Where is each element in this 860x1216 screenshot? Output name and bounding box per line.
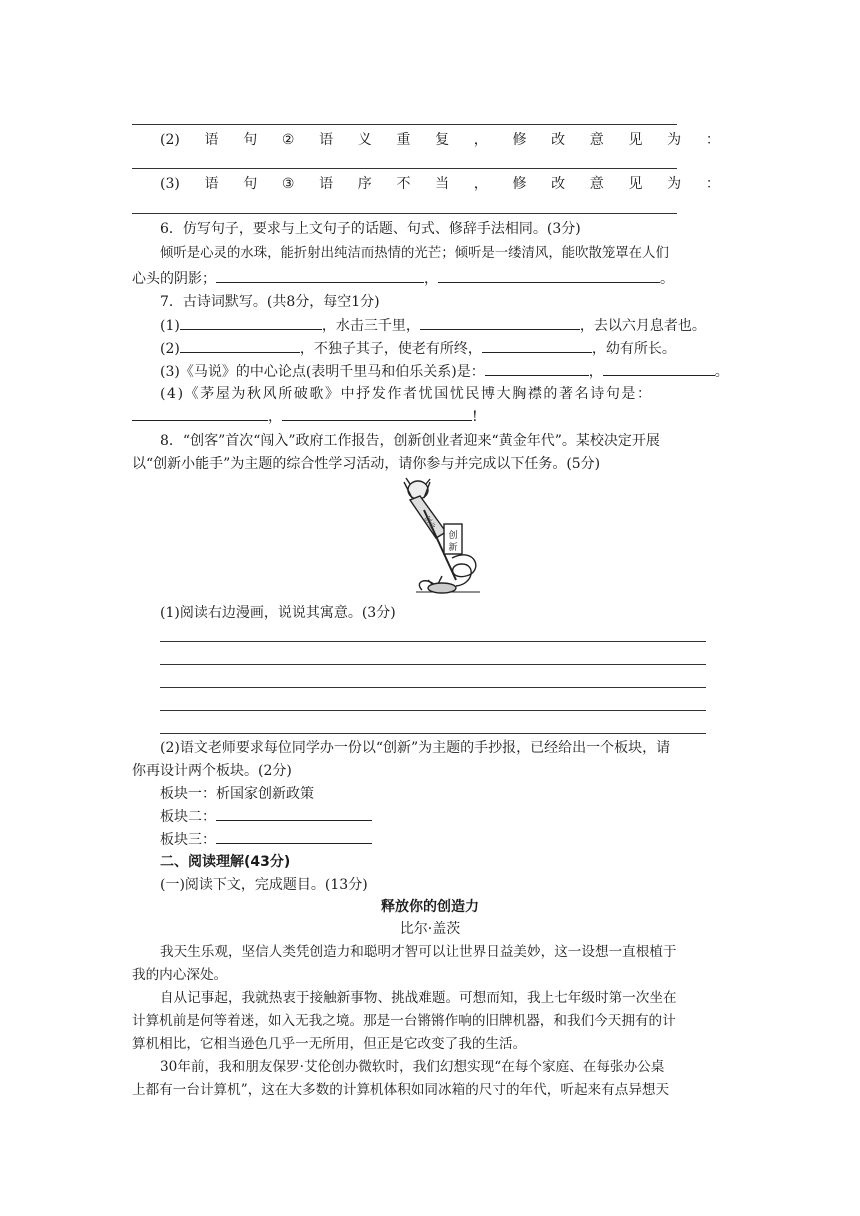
text: ，不独子其子，使老有所终， bbox=[299, 341, 482, 357]
spread-char: 见 bbox=[628, 132, 643, 148]
text: 板块三： bbox=[160, 832, 216, 848]
text: ，去以六月息者也。 bbox=[579, 318, 706, 334]
text: ，幼有所长。 bbox=[591, 341, 676, 357]
cartoon-label: 新 bbox=[448, 543, 458, 553]
part-heading: (一)阅读下文，完成题目。(13分) bbox=[160, 877, 368, 893]
spread-char: ， bbox=[473, 176, 488, 192]
q7-line5 bbox=[132, 406, 732, 427]
spread-char: (2) bbox=[160, 132, 180, 148]
q6-example-cont: 心头的阴影； bbox=[132, 271, 216, 287]
blank[interactable] bbox=[420, 315, 580, 330]
paragraph-line: 算机相比，它相当逊色几乎一无所用，但正是它改变了我的生活。 bbox=[132, 1036, 527, 1052]
q7-line4: (4)《茅屋为秋风所破歌》中抒发作者忧国忧民博大胸襟的著名诗句是： bbox=[160, 386, 653, 402]
blank[interactable] bbox=[216, 268, 424, 283]
spread-char: 为 bbox=[667, 132, 682, 148]
q8-block3 bbox=[160, 829, 760, 850]
spread-char: 语 bbox=[319, 132, 334, 148]
q5-item3 bbox=[160, 174, 720, 194]
text: ! bbox=[472, 409, 478, 425]
spread-char: (3) bbox=[160, 176, 180, 192]
spread-char: 句 bbox=[243, 176, 258, 192]
spread-char: 句 bbox=[243, 132, 258, 148]
paragraph-line: 上都有一台计算机”，这在大多数的计算机体积如同冰箱的尺寸的年代，听起来有点异想天 bbox=[132, 1082, 670, 1098]
text: (3)《马说》的中心论点(表明千里马和伯乐关系)是： bbox=[160, 364, 485, 380]
answer-line bbox=[160, 641, 706, 642]
article-author: 比尔·盖茨 bbox=[399, 921, 461, 937]
text: ， bbox=[588, 364, 603, 380]
cartoon-label: 创业 bbox=[422, 514, 437, 531]
section-heading: 二、阅读理解(43分) bbox=[160, 854, 291, 870]
q7-prompt: 7．古诗词默写。(共8分，每空1分) bbox=[160, 294, 380, 310]
spread-char: ： bbox=[705, 176, 720, 192]
spread-char: 意 bbox=[589, 132, 604, 148]
spread-char: 语 bbox=[319, 176, 334, 192]
blank[interactable] bbox=[482, 338, 592, 353]
spread-char: ， bbox=[473, 132, 488, 148]
q5-item2 bbox=[160, 130, 720, 150]
blank[interactable] bbox=[216, 829, 372, 844]
blank[interactable] bbox=[216, 806, 372, 821]
innovation-cartoon bbox=[396, 476, 488, 596]
q6-example: 倾听是心灵的水珠，能折射出纯洁而热情的光芒；倾听是一缕清风，能吹散笼罩在人们 bbox=[160, 246, 669, 261]
q8-sub2-2: 你再设计两个板块。(2分) bbox=[132, 763, 292, 779]
article-title: 释放你的创造力 bbox=[381, 899, 479, 915]
answer-line bbox=[160, 664, 706, 665]
spread-char: 语 bbox=[204, 132, 219, 148]
spread-char: 重 bbox=[396, 132, 411, 148]
blank[interactable] bbox=[132, 406, 268, 421]
spread-char: 序 bbox=[357, 176, 372, 192]
spread-char: ② bbox=[281, 132, 295, 148]
q7-line1 bbox=[160, 315, 760, 336]
spread-char: 见 bbox=[628, 176, 643, 192]
q6-answer-line bbox=[132, 268, 732, 289]
blank[interactable] bbox=[180, 338, 300, 353]
item-num: (1) bbox=[160, 318, 180, 334]
paragraph-line: 我的内心深处。 bbox=[132, 967, 228, 983]
paragraph-line: 30年前，我和朋友保罗·艾伦创办微软时，我们幻想实现“在每个家庭、在每张办公桌 bbox=[160, 1059, 665, 1075]
text: ， bbox=[268, 409, 282, 425]
q7-line3 bbox=[160, 361, 760, 382]
blank[interactable] bbox=[485, 361, 589, 376]
paragraph-line: 我天生乐观，坚信人类凭创造力和聪明才智可以让世界日益美妙，这一设想一直根植于 bbox=[160, 944, 677, 960]
spread-char: ： bbox=[705, 132, 720, 148]
spread-char: 修 bbox=[512, 132, 527, 148]
spread-char: 当 bbox=[435, 176, 450, 192]
q8-sub2-1: (2)语文老师要求每位同学办一份以“创新”为主题的手抄报，已经给出一个板块，请 bbox=[160, 740, 671, 756]
q8-block1: 板块一：析国家创新政策 bbox=[160, 786, 314, 802]
answer-line bbox=[132, 213, 677, 214]
q8-prompt-1: 8．“创客”首次“闯入”政府工作报告，创新创业者迎来“黄金年代”。某校决定开展 bbox=[160, 433, 660, 449]
spread-char: 复 bbox=[435, 132, 450, 148]
q6-prompt: 6．仿写句子，要求与上文句子的话题、句式、修辞手法相同。(3分) bbox=[160, 221, 581, 237]
spread-char: 改 bbox=[551, 176, 566, 192]
blank[interactable] bbox=[438, 268, 660, 283]
text: ，水击三千里， bbox=[321, 318, 420, 334]
spread-char: ③ bbox=[281, 176, 295, 192]
spread-char: 不 bbox=[396, 176, 411, 192]
blank[interactable] bbox=[180, 315, 322, 330]
q8-block2 bbox=[160, 806, 760, 827]
answer-line bbox=[160, 687, 706, 688]
spread-char: 改 bbox=[551, 132, 566, 148]
spread-char: 修 bbox=[512, 176, 527, 192]
spread-char: 义 bbox=[357, 132, 372, 148]
spread-char: 意 bbox=[589, 176, 604, 192]
blank[interactable] bbox=[282, 406, 472, 421]
q8-sub1: (1)阅读右边漫画，说说其寓意。(3分) bbox=[160, 605, 396, 621]
spread-char: 语 bbox=[204, 176, 219, 192]
q8-prompt-2: 以“创新小能手”为主题的综合性学习活动，请你参与并完成以下任务。(5分) bbox=[132, 456, 601, 472]
paragraph-line: 计算机前是何等着迷，如入无我之境。那是一台锵锵作响的旧牌机器，和我们今天拥有的计 bbox=[132, 1013, 676, 1029]
paragraph-line: 自从记事起，我就热衷于接触新事物、挑战难题。可想而知，我上七年级时第一次坐在 bbox=[160, 990, 677, 1006]
text: 板块二： bbox=[160, 809, 216, 825]
answer-line bbox=[160, 710, 706, 711]
answer-line bbox=[132, 168, 677, 169]
spread-char: 为 bbox=[667, 176, 682, 192]
text: 。 bbox=[714, 364, 729, 380]
item-num: (2) bbox=[160, 341, 180, 357]
sep: 。 bbox=[660, 271, 674, 287]
blank[interactable] bbox=[603, 361, 715, 376]
q7-line2 bbox=[160, 338, 760, 359]
answer-line bbox=[132, 124, 677, 125]
sep: ， bbox=[424, 271, 438, 287]
cartoon-label: 创 bbox=[448, 531, 458, 541]
answer-line bbox=[160, 733, 706, 734]
